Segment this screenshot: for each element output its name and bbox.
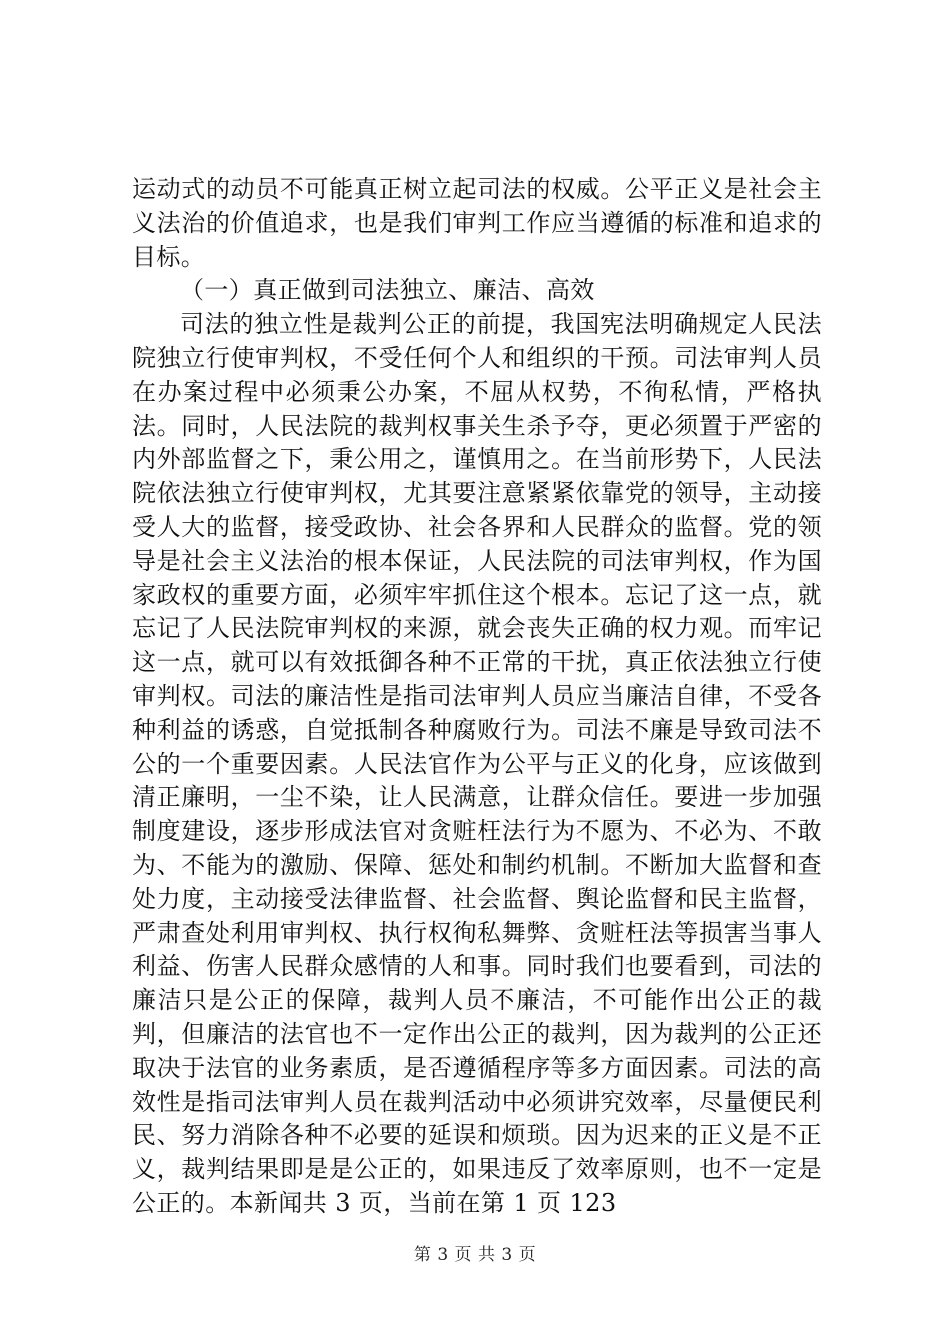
page-footer: 第 3 页 共 3 页 [413,1245,537,1265]
paragraph-intro: 运动式的动员不可能真正树立起司法的权威。公平正义是社会主义法治的价值追求，也是我们审判工作应当遵循的标准和追求的目标。 [132,175,822,271]
document-body [132,173,822,1221]
paragraph-main: 司法的独立性是裁判公正的前提，我国宪法明确规定人民法院独立行使审判权，不受任何个人和组织的干预。司法审判人员在办案过程中必须秉公办案，不屈从权势，不徇私情，严格执法。同时，人民法院的裁判权事关生杀予夺，更必须置于严密的内外部监督之下，秉公用之，谨慎用之。在当前形势下，人民法院依法独立行使审判权，尤其要注意紧紧依靠党的领导，主动接受人大的监督，接受政协、社会各界和人民群众的监督。党的领导是社会主义法治的根本保证，人民法院的司法审判权，作为国家政权的重要方面，必须牢牢抓住这个根本。忘记了这一点，就忘记了人民法院审判权的来源，就会丧失正确的权力观。而牢记这一点，就可以有效抵御各种不正常的干扰，真正依法独立行使审判权。司法的廉洁性是指司法审判人员应当廉洁自律，不受各种利益的诱惑，自觉抵制各种腐败行为。司法不廉是导致司法不公的一个重要因素。人民法官作为公平与正义的化身，应该做到清正廉明，一尘不染，让人民满意，让群众信任。要进一步加强制度建设，逐步形成法官对贪赃枉法行为不愿为、不必为、不敢为、不能为的激励、保障、惩处和制约机制。不断加大监督和查处力度，主动接受法律监督、社会监督、舆论监督和民主监督，严肃查处利用审判权、执行权徇私舞弊、贪赃枉法等损害当事人利益、伤害人民群众感情的人和事。同时我们也要看到，司法的廉洁只是公正的保障，裁判人员不廉洁，不可能作出公正的裁判，但廉洁的法官也不一定作出公正的裁判，因为裁判的公正还取决于法官的业务素质，是否遵循程序等多方面因素。司法的高效性是指司法审判人员在裁判活动中必须讲究效率，尽量便民利民、努力消除各种不必要的延误和烦琐。因为迟来的正义是不正义，裁判结果即是是公正的，如果违反了效率原则，也不一定是公正的。本新闻共 3 页，当前在第 1 页 123 [132,310,822,1217]
section-heading: （一）真正做到司法独立、廉洁、高效 [180,276,595,305]
